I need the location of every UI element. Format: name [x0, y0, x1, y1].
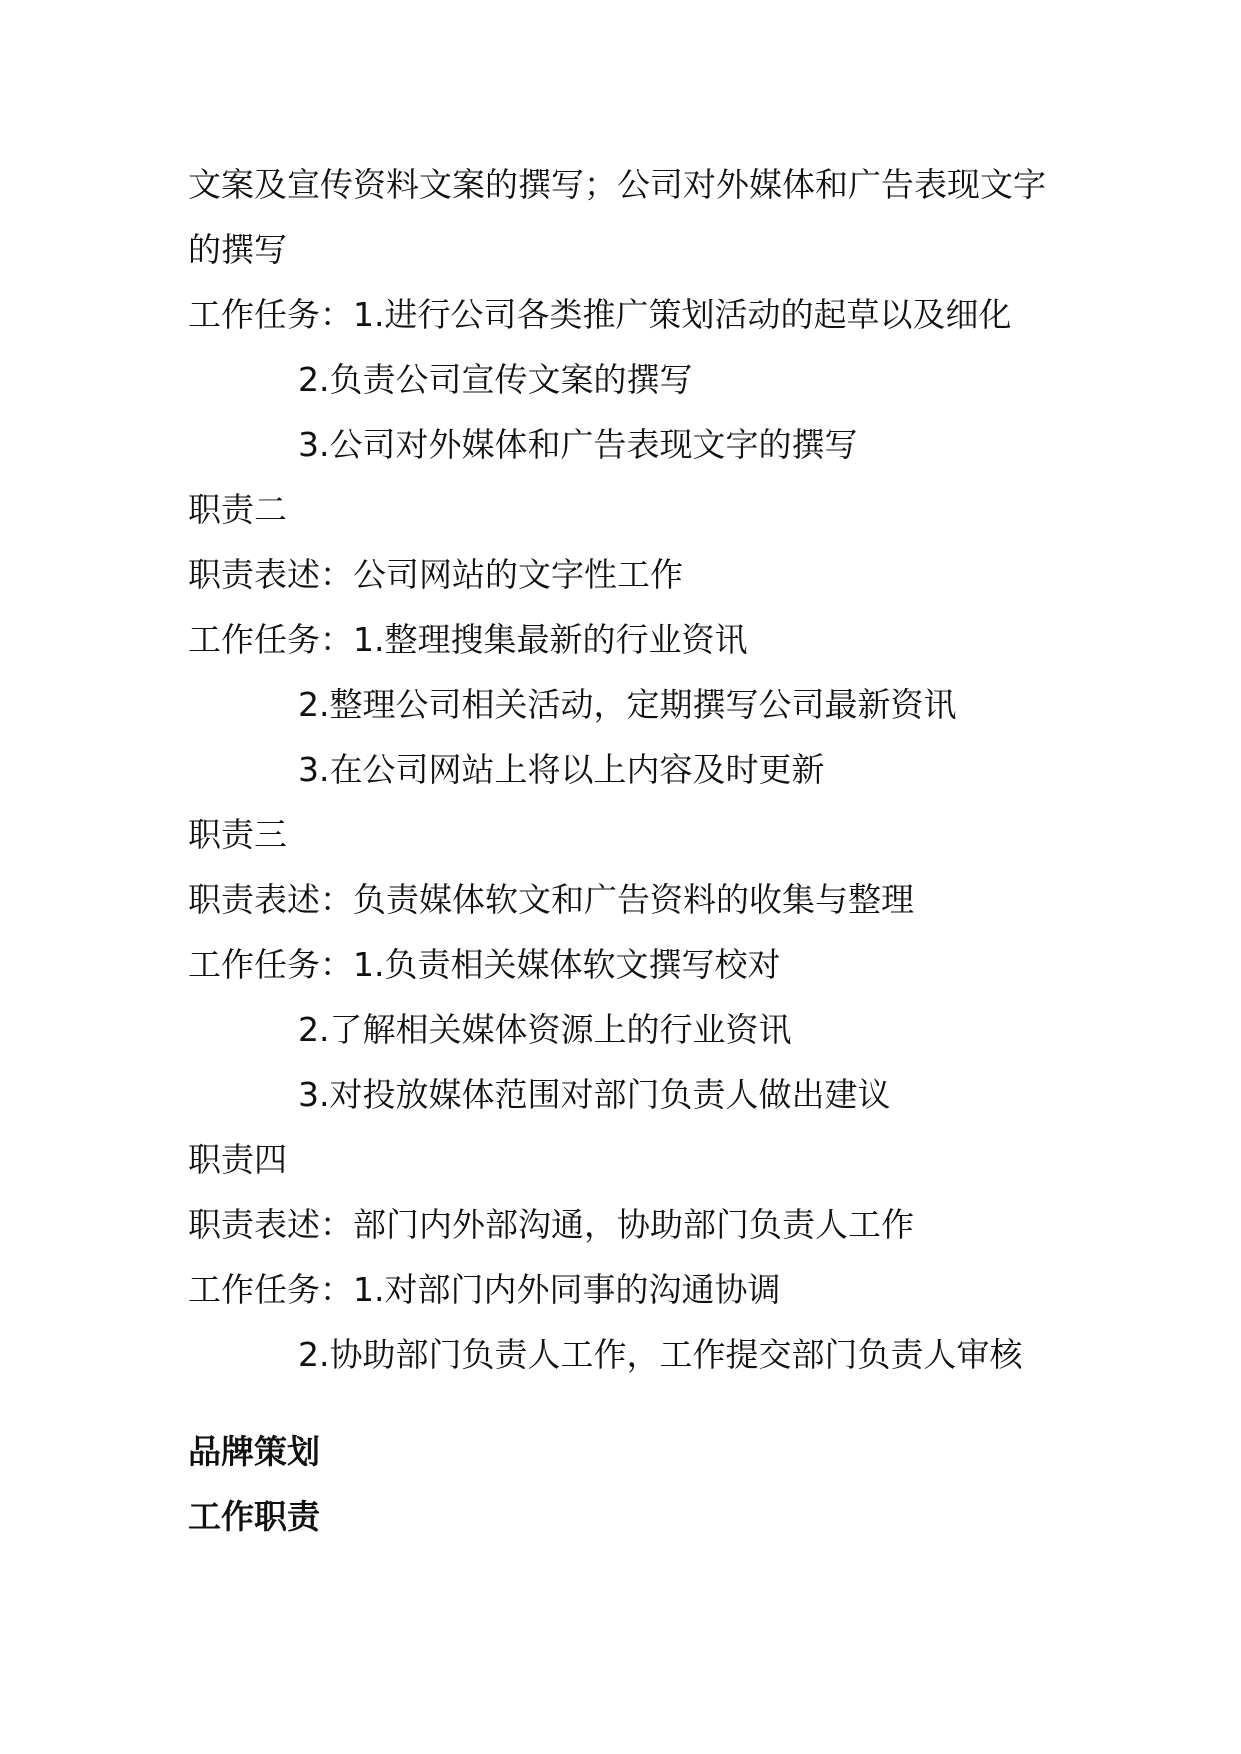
task-line: 2.了解相关媒体资源上的行业资讯 [298, 1010, 792, 1049]
description-line: 职责表述：负责媒体软文和广告资料的收集与整理 [188, 880, 914, 919]
task-line: 3.公司对外媒体和广告表现文字的撰写 [298, 425, 858, 464]
section-label: 职责四 [188, 1140, 287, 1179]
task-line: 2.整理公司相关活动，定期撰写公司最新资讯 [298, 685, 957, 724]
task-line: 工作任务：1.进行公司各类推广策划活动的起草以及细化 [188, 295, 1012, 334]
description-line: 职责表述：部门内外部沟通，协助部门负责人工作 [188, 1205, 914, 1244]
text-line: 的撰写 [188, 230, 287, 269]
section-label: 职责二 [188, 490, 287, 529]
section-label: 职责三 [188, 815, 287, 854]
task-line: 工作任务：1.整理搜集最新的行业资讯 [188, 620, 748, 659]
task-line: 2.负责公司宣传文案的撰写 [298, 360, 693, 399]
task-line: 3.对投放媒体范围对部门负责人做出建议 [298, 1075, 891, 1114]
task-line: 2.协助部门负责人工作，工作提交部门负责人审核 [298, 1335, 1023, 1374]
heading-job-duties: 工作职责 [188, 1497, 320, 1536]
task-line: 3.在公司网站上将以上内容及时更新 [298, 750, 825, 789]
text-line: 文案及宣传资料文案的撰写；公司对外媒体和广告表现文字 [188, 165, 1046, 204]
description-line: 职责表述：公司网站的文字性工作 [188, 555, 683, 594]
heading-brand-planning: 品牌策划 [188, 1432, 320, 1471]
task-line: 工作任务：1.负责相关媒体软文撰写校对 [188, 945, 781, 984]
task-line: 工作任务：1.对部门内外同事的沟通协调 [188, 1270, 781, 1309]
